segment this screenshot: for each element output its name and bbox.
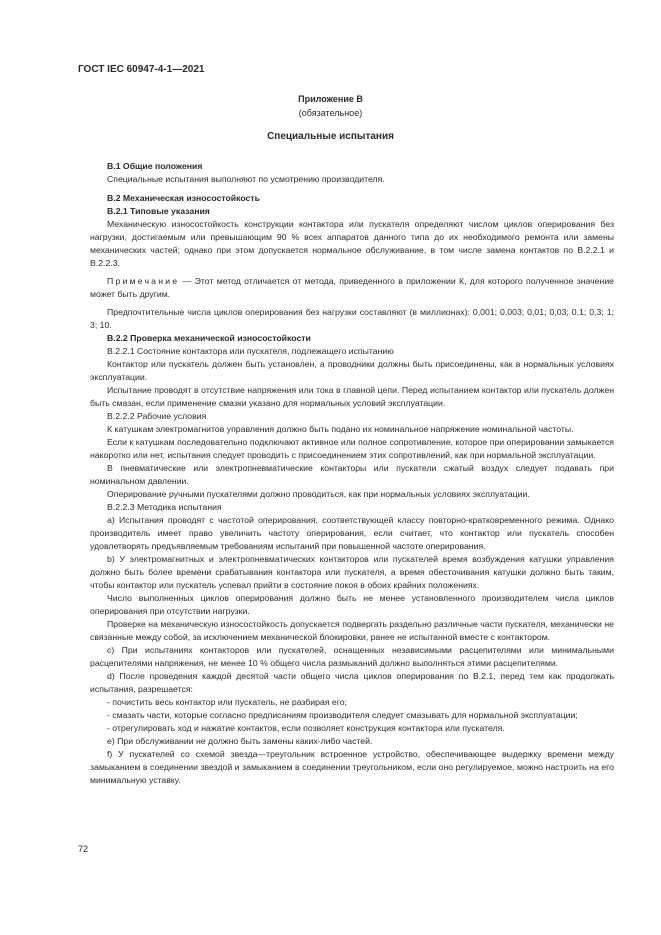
subsection-heading-b223: В.2.2.3 Методика испытания	[107, 502, 222, 512]
item-f: f) У пускателей со схемой звезда—треугольник встроенное устройство, обеспечивающее выдержку времени между замыканием в соединении звездой и замыканием в соединении треугольником, если оно регулируемое, можно настроить на его минимальную уставку.	[90, 749, 614, 785]
dash-item-clean: - почистить весь контактор или пускатель, не разбирая его;	[107, 697, 347, 707]
paragraph-separate-parts: Проверке на механическую износостойкость допускается подвергать раздельно различные части пускателя, механически не связанные между собой, за исключением механической блокировки, ранее не испытанной вместе с контактором.	[90, 619, 614, 642]
item-e: е) При обслуживании не должно быть замены каких-либо частей.	[107, 736, 373, 746]
item-b: b) У электромагнитных и электропневматических контакторов или пускателей время возбуждения катушки управления должно быть более времени срабатывания контактора или пускателя, а время обесточивания катушки должно быть таким, чтобы контактор или пускатель успевал прийти в состояние покоя в обоих крайних положениях.	[90, 554, 614, 590]
paragraph-b221-1: Контактор или пускатель должен быть установлен, а проводники должны быть присоединены, как в нормальных условиях эксплуатации.	[90, 359, 614, 382]
subsection-heading-b222: В.2.2.2 Рабочие условия	[107, 411, 207, 421]
paragraph-b222-1: К катушкам электромагнитов управления должно быть подано их номинальное напряжение номинальной частоты.	[107, 424, 574, 434]
section-heading-b22: В.2.2 Проверка механической износостойкости	[107, 333, 311, 343]
item-d: d) После проведения каждой десятой части общего числа циклов оперирования по В.2.1, перед тем как продолжать испытания, разрешается:	[90, 671, 614, 694]
page-number: 72	[78, 844, 89, 854]
standard-header: ГОСТ IEC 60947-4-1—2021	[78, 64, 205, 75]
paragraph-cycles: Число выполненных циклов оперирования должно быть не менее установленного производителем числа циклов оперирования при отсутствии нагрузки.	[90, 593, 614, 616]
dash-item-adjust: - отрегулировать ход и нажатие контактов, если позволяет конструкция контактора или пускателя.	[107, 723, 505, 733]
document-body	[90, 160, 614, 787]
section-heading-b2: В.2 Механическая износостойкость	[107, 193, 260, 203]
note-label: Примечание	[107, 276, 180, 286]
appendix-title: Приложение В	[298, 94, 363, 104]
paragraph-preferred-numbers: Предпочтительные числа циклов оперирования без нагрузки составляют (в миллионах): 0,001; 0,003; 0,01; 0,03; 0,1; 0,3; 1; 3; 10.	[90, 307, 614, 330]
appendix-status: (обязательное)	[298, 108, 363, 118]
item-a: а) Испытания проводят с частотой оперирования, соответствующей классу повторно-кратковременного режима. Однако производитель имеет право увеличить частоту оперирования, если считает, что контактор или пускатель способен удовлетворять предъявляемым требованиям испытаний при повышенной частоте оперирования.	[90, 515, 614, 551]
paragraph-b1: Специальные испытания выполняют по усмотрению производителя.	[107, 174, 385, 184]
paragraph-b222-3: В пневматические или электропневматические контакторы или пускатели сжатый воздух следует подавать при номинальном давлении.	[90, 463, 614, 486]
dash-item-lubricate: - смазать части, которые согласно предписаниям производителя следует смазывать для нормальной эксплуатации;	[107, 710, 578, 720]
subsection-heading-b221: В.2.2.1 Состояние контактора или пускателя, подлежащего испытанию	[107, 346, 394, 356]
section-heading-b1: В.1 Общие положения	[107, 161, 203, 171]
paragraph-b222-2: Если к катушкам последовательно подключают активное или полное сопротивление, которое при оперировании замыкается накоротко или нет, испытания следует проводить с присоединением этих сопротивлений, как при нормальной эксплуатации.	[90, 437, 614, 460]
paragraph-b21: Механическую износостойкость конструкции контактора или пускателя определяют числом циклов оперирования без нагрузки, достигаемым или превышающим 90 % всех аппаратов данного типа до их необходимого ремонта или замены механических частей; однако при этом допускается нормальное обслуживание, в том числе замена контактов по В.2.2.1 и В.2.2.3.	[90, 219, 614, 268]
paragraph-b221-2: Испытание проводят в отсутствие напряжения или тока в главной цепи. Перед испытанием контактор или пускатель должен быть смазан, если применение смазки указано для нормальных условий эксплуатации.	[90, 385, 614, 408]
paragraph-b222-4: Оперирование ручными пускателями должно проводиться, как при нормальных условиях эксплуатации.	[107, 489, 530, 499]
item-c: с) При испытаниях контакторов или пускателей, оснащенных независимыми расцепителями или минимальными расцепителями напряжения, не менее 10 % общего числа размыканий должно выполняться этими расцепителями.	[90, 645, 614, 668]
note-text: — Этот метод отличается от метода, приведенного в приложении К, для которого полученное значение может быть другим.	[90, 276, 614, 299]
note-paragraph	[90, 275, 614, 301]
section-heading-b21: В.2.1 Типовые указания	[107, 206, 210, 216]
appendix-heading: Специальные испытания	[267, 131, 394, 142]
